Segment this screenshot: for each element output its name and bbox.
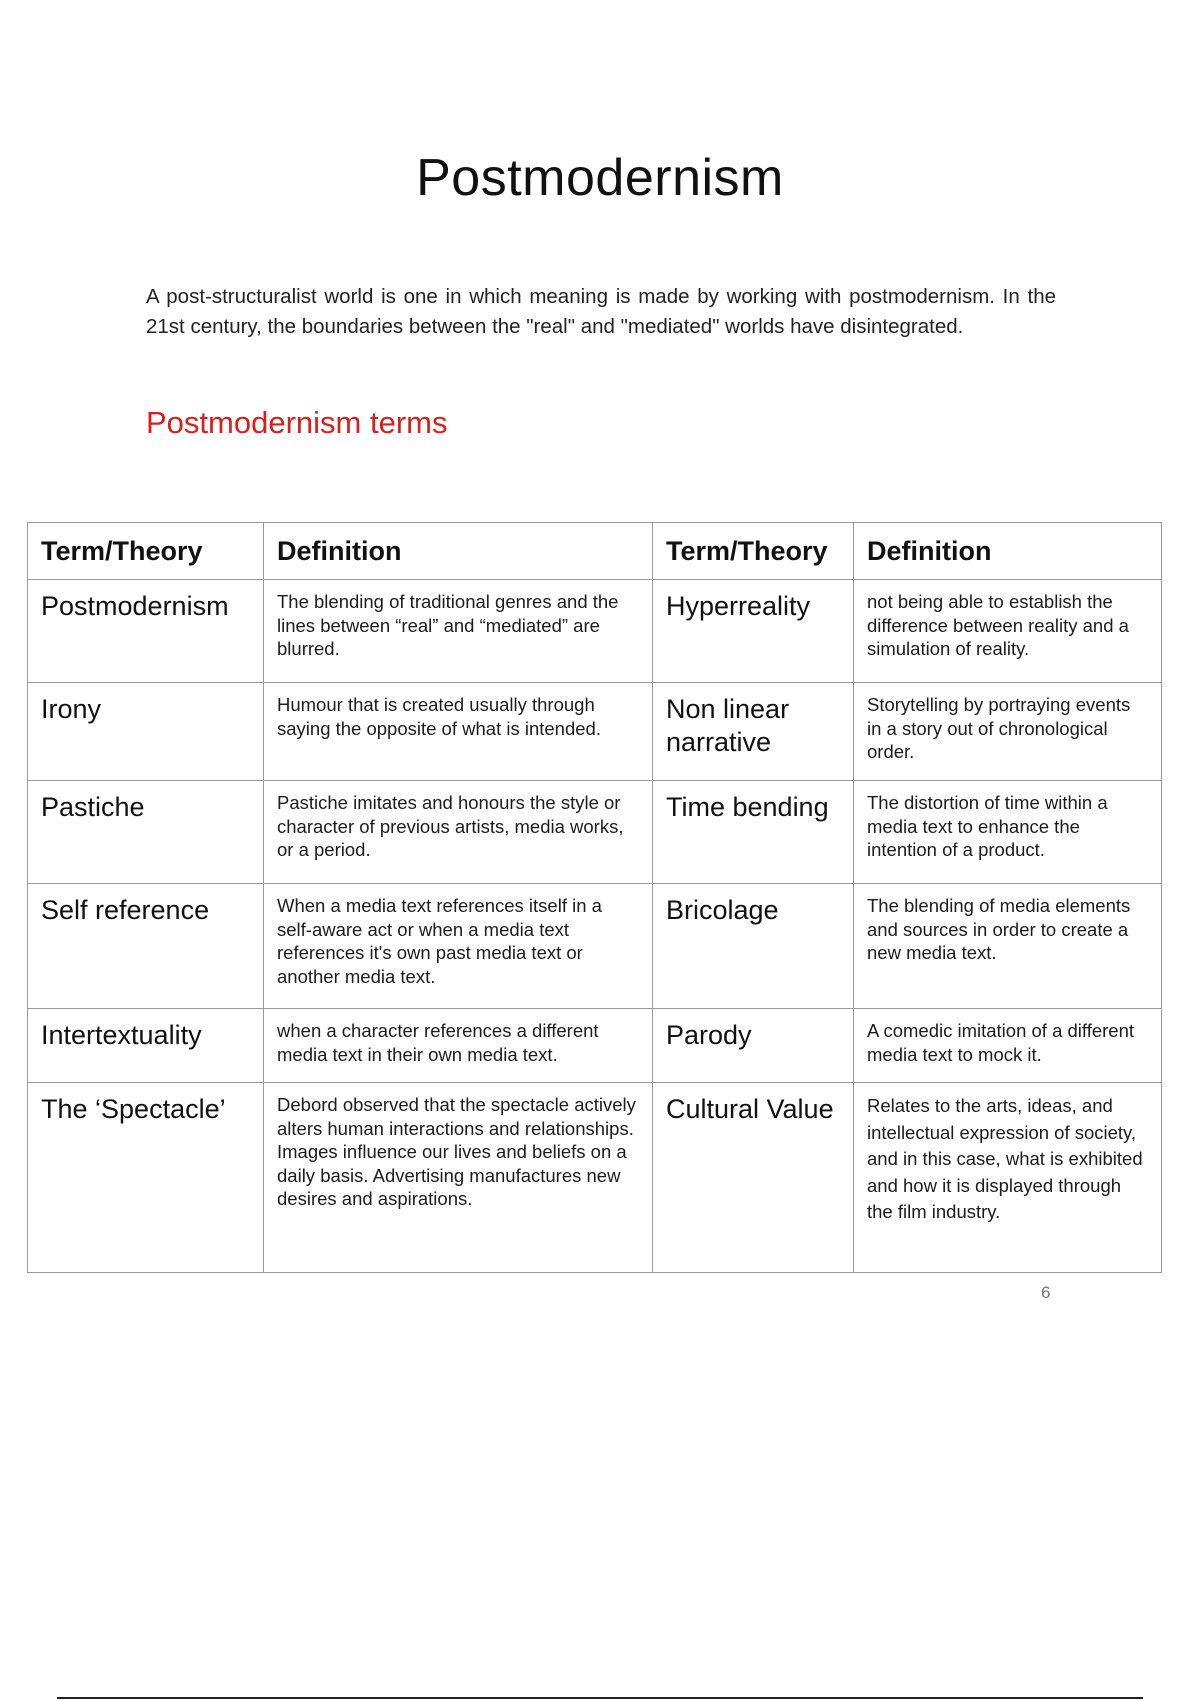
definition-cell: Debord observed that the spectacle actively alters human interactions and relationships. Images influence our lives and beliefs on a daily basis. Advertising manufactures new desires and aspirations. — [264, 1083, 653, 1273]
table-row — [28, 1083, 1162, 1273]
page-title: Postmodernism — [416, 149, 784, 207]
page-number: 6 — [1041, 1283, 1051, 1302]
term-cell: Non linear narrative — [653, 683, 854, 781]
terms-table — [27, 522, 1162, 1273]
term-cell: Irony — [28, 683, 264, 781]
table-row — [28, 884, 1162, 1009]
bottom-divider — [57, 1697, 1143, 1699]
definition-cell: The blending of media elements and sources in order to create a new media text. — [854, 884, 1162, 1009]
header-term-2: Term/Theory — [653, 523, 854, 580]
term-cell: Time bending — [653, 781, 854, 884]
term-cell: Hyperreality — [653, 580, 854, 683]
definition-cell: Humour that is created usually through saying the opposite of what is intended. — [264, 683, 653, 781]
table-row — [28, 1009, 1162, 1083]
header-definition-1: Definition — [264, 523, 653, 580]
term-cell: Cultural Value — [653, 1083, 854, 1273]
table-row — [28, 781, 1162, 884]
table-row — [28, 580, 1162, 683]
table-row — [28, 683, 1162, 781]
definition-cell: when a character references a different media text in their own media text. — [264, 1009, 653, 1083]
term-cell: Postmodernism — [28, 580, 264, 683]
term-cell: Bricolage — [653, 884, 854, 1009]
header-definition-2: Definition — [854, 523, 1162, 580]
definition-cell: Relates to the arts, ideas, and intellectual expression of society, and in this case, what is exhibited and how it is displayed through the film industry. — [854, 1083, 1162, 1273]
definition-cell: A comedic imitation of a different media text to mock it. — [854, 1009, 1162, 1083]
intro-paragraph: A post-structuralist world is one in which meaning is made by working with postmodernism. In the 21st century, the boundaries between the "real" and "mediated" worlds have disintegrated. — [146, 285, 1056, 338]
term-cell: Pastiche — [28, 781, 264, 884]
definition-cell: When a media text references itself in a self-aware act or when a media text references it's own past media text or another media text. — [264, 884, 653, 1009]
term-cell: The ‘Spectacle’ — [28, 1083, 264, 1273]
term-cell: Self reference — [28, 884, 264, 1009]
term-cell: Intertextuality — [28, 1009, 264, 1083]
definition-cell: Storytelling by portraying events in a story out of chronological order. — [854, 683, 1162, 781]
term-cell: Parody — [653, 1009, 854, 1083]
table-header-row — [28, 523, 1162, 580]
section-heading: Postmodernism terms — [146, 405, 448, 440]
definition-cell: not being able to establish the difference between reality and a simulation of reality. — [854, 580, 1162, 683]
definition-cell: Pastiche imitates and honours the style or character of previous artists, media works, or a period. — [264, 781, 653, 884]
definition-cell: The distortion of time within a media text to enhance the intention of a product. — [854, 781, 1162, 884]
header-term-1: Term/Theory — [28, 523, 264, 580]
definition-cell: The blending of traditional genres and the lines between “real” and “mediated” are blurred. — [264, 580, 653, 683]
